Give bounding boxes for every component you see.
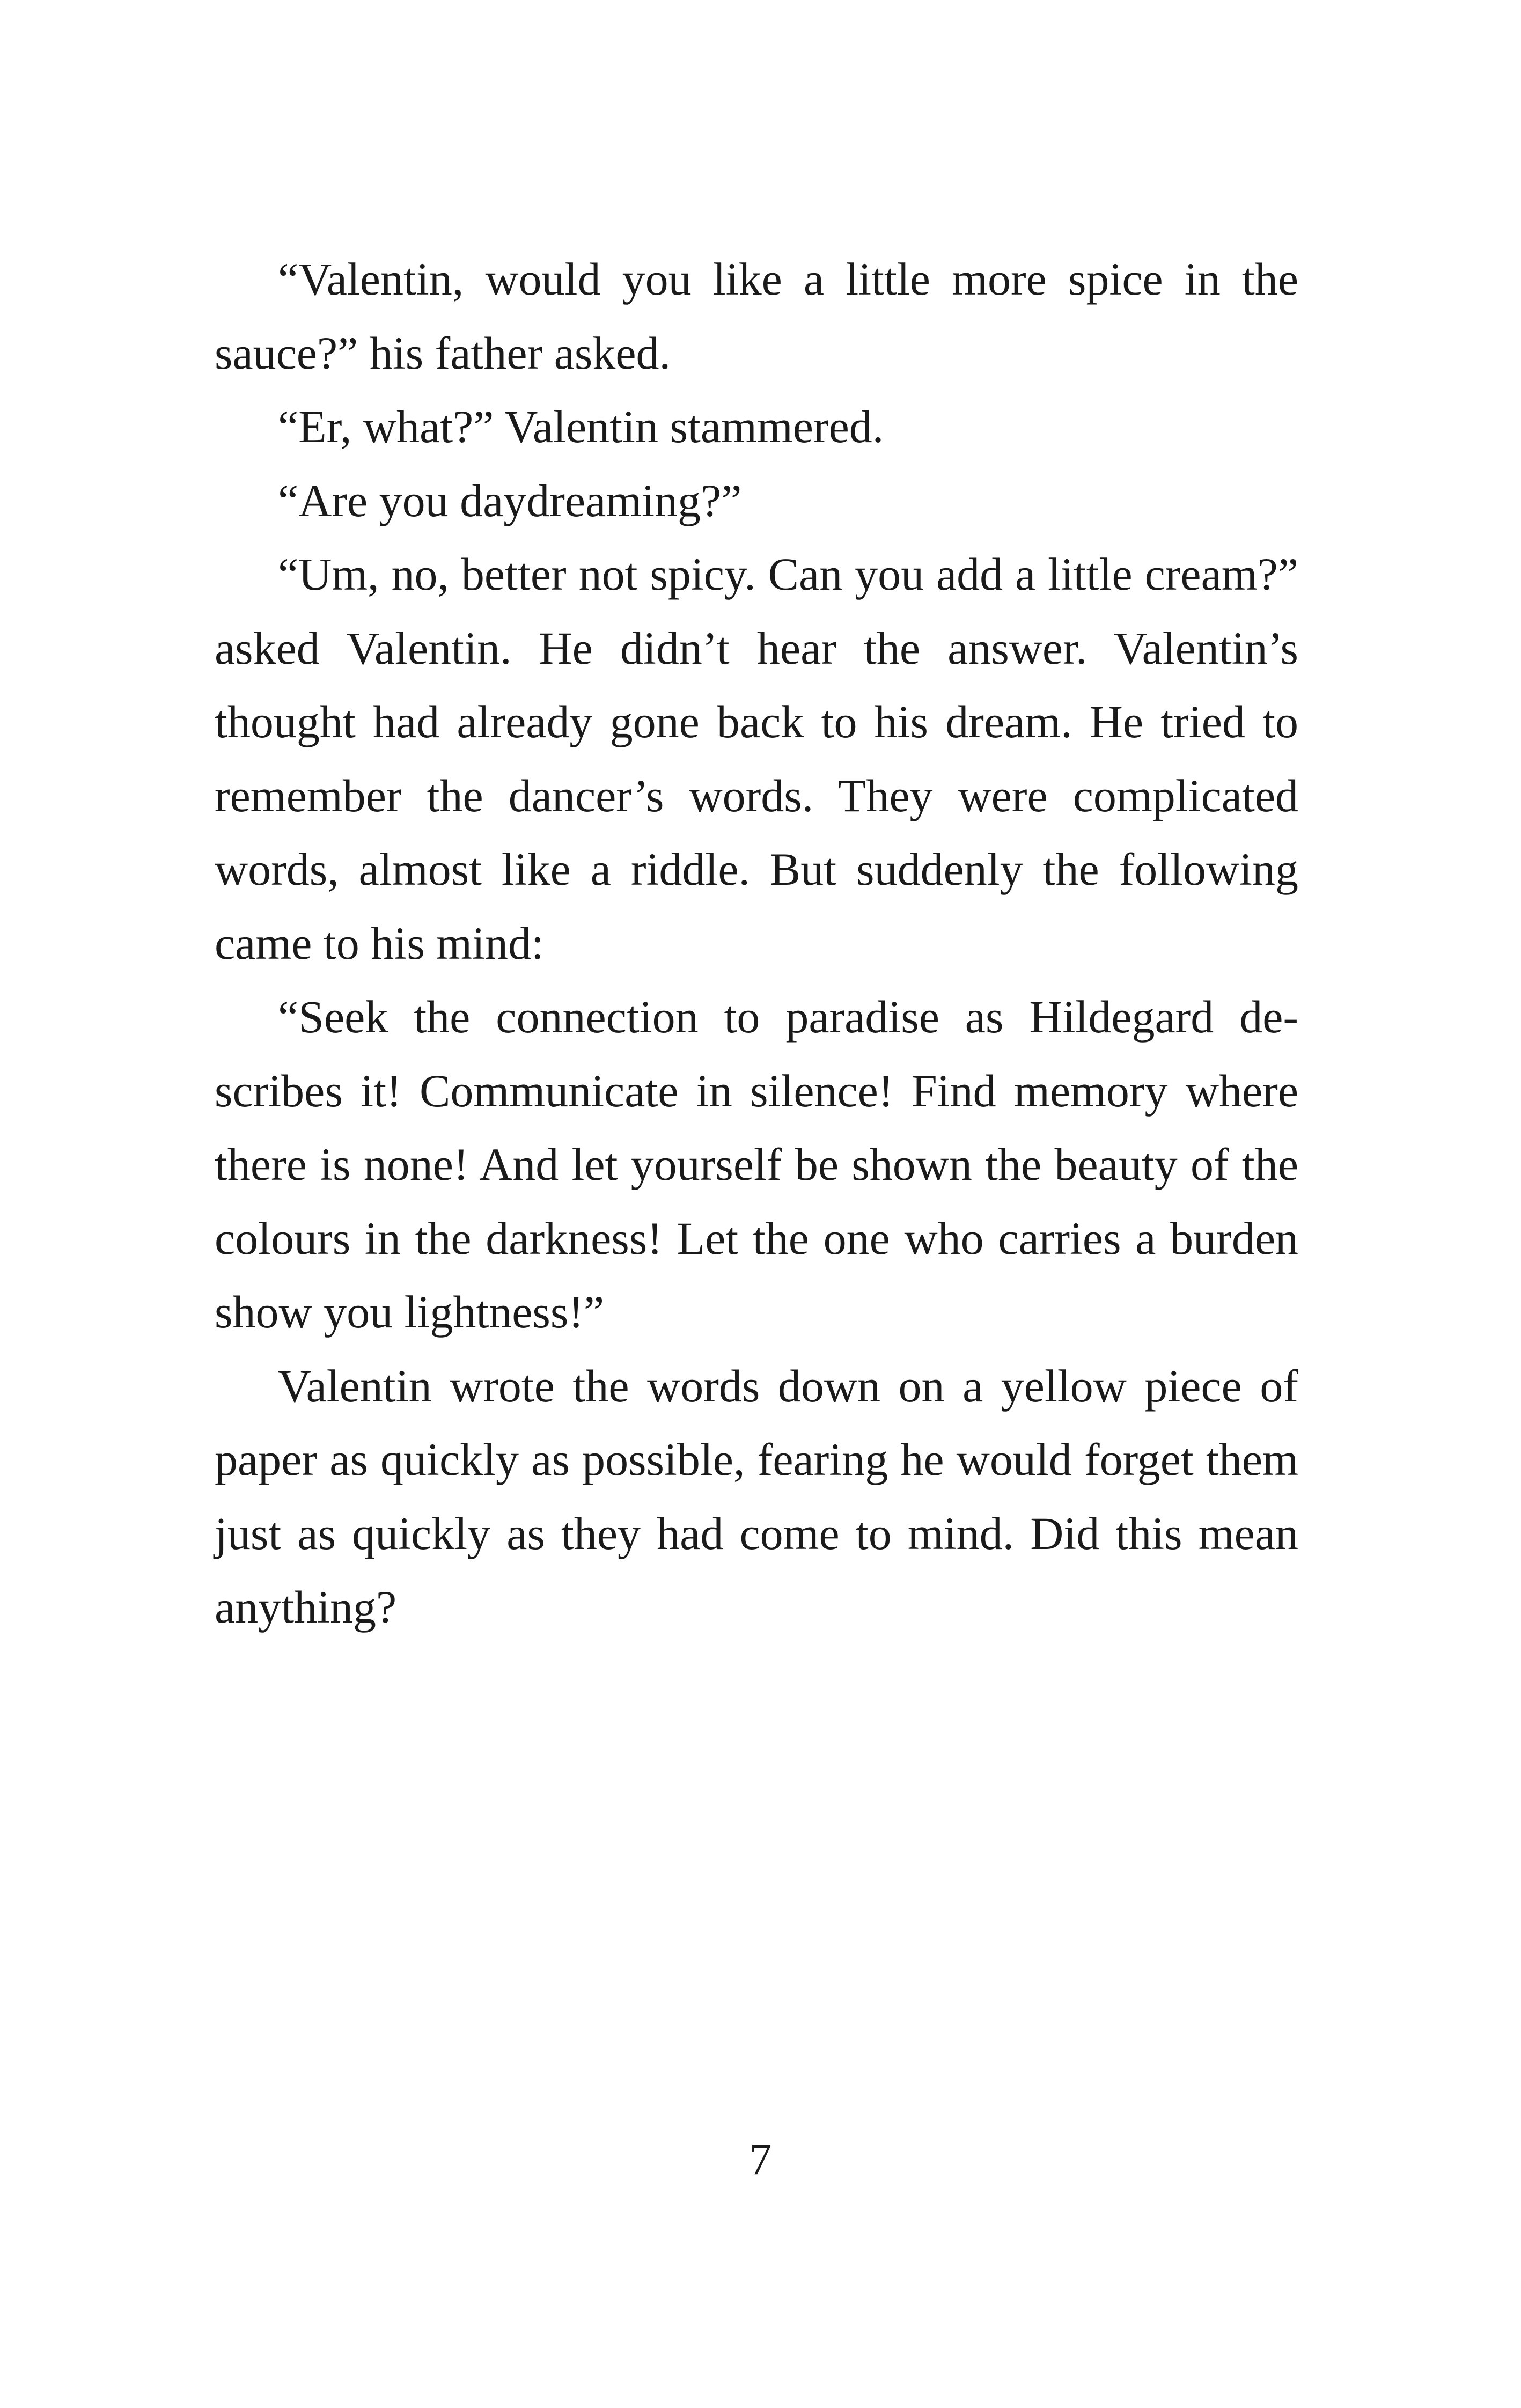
- paragraph: “Er, what?” Valentin stammered.: [278, 401, 884, 452]
- paragraph: Valentin wrote the words down on a yellow piece of paper as quickly as possible, fearing he would forget them just as quickly as they had come to mind. Did this mean anything?: [215, 1360, 1298, 1633]
- paragraph: “Seek the connection to paradise as Hildegard describes it! Communicate in silence! Find memory where there is none! And let yourself be shown the beauty of the colours in the darkness! Let the one who carries a burden show you lightness!”: [215, 991, 1298, 1338]
- paragraph: “Are you daydreaming?”: [278, 474, 742, 526]
- page-number: 7: [749, 2134, 772, 2184]
- paragraph: “Valentin, would you like a little more spice in the sauce?” his father asked.: [215, 253, 1298, 379]
- paragraph: “Um, no, better not spicy. Can you add a little cream?” asked Valentin. He didn’t hear the answer. Valentin’s thought had already gone back to his dream. He tried to remember the dancer’s words. They were complicated words, almost like a riddle. But suddenly the following came to his mind:: [215, 548, 1298, 969]
- page-body: [215, 243, 1298, 1645]
